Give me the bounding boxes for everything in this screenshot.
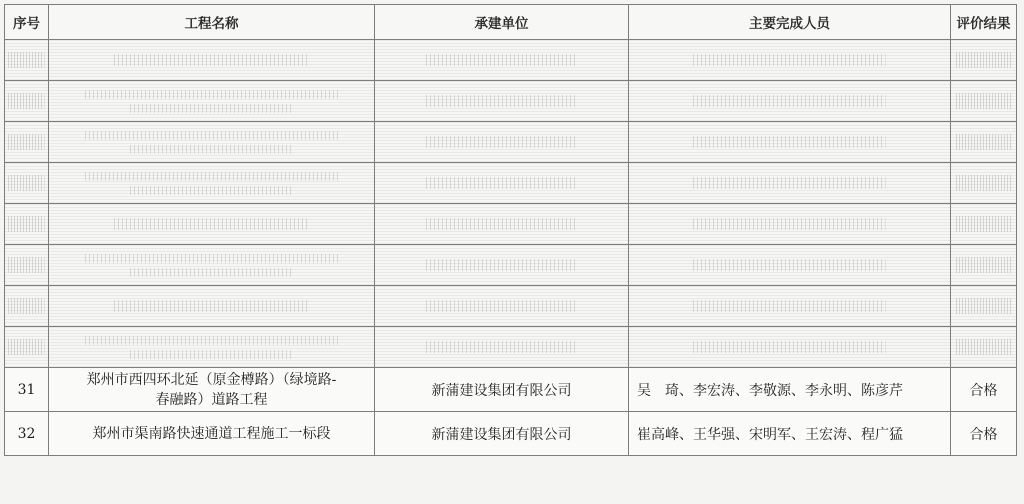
illegible-text [5, 122, 48, 162]
illegible-text [5, 163, 48, 203]
illegible-text [5, 286, 48, 326]
project-name: 郑州市渠南路快速通道工程施工一标段 [49, 412, 375, 456]
illegible-text [49, 163, 374, 203]
illegible-text [951, 204, 1016, 244]
project-name-line: 郑州市西四环北延（原金樽路）（绿境路- [86, 371, 337, 388]
illegible-text [629, 122, 950, 162]
illegible-text [375, 204, 628, 244]
illegible-text [951, 40, 1016, 80]
illegible-text [375, 327, 628, 367]
illegible-row [5, 40, 1017, 81]
illegible-text [951, 122, 1016, 162]
project-name-line: 春融路）道路工程 [155, 391, 268, 408]
illegible-text [49, 286, 374, 326]
illegible-row [5, 286, 1017, 327]
illegible-row [5, 81, 1017, 122]
illegible-text [951, 286, 1016, 326]
illegible-row [5, 163, 1017, 204]
illegible-text [951, 327, 1016, 367]
illegible-text [375, 163, 628, 203]
illegible-text [629, 327, 950, 367]
table-row [5, 412, 1017, 456]
illegible-text [5, 40, 48, 80]
illegible-row [5, 245, 1017, 286]
row-index: 31 [5, 368, 49, 412]
personnel: 吴 琦、李宏涛、李敬源、李永明、陈彦芹 [629, 368, 951, 412]
illegible-text [375, 286, 628, 326]
illegible-text [49, 245, 374, 285]
illegible-text [951, 245, 1016, 285]
personnel: 崔高峰、王华强、宋明军、王宏涛、程广猛 [629, 412, 951, 456]
illegible-row [5, 327, 1017, 368]
illegible-text [629, 245, 950, 285]
illegible-text [49, 122, 374, 162]
table-row [5, 368, 1017, 412]
illegible-text [5, 327, 48, 367]
illegible-text [951, 163, 1016, 203]
table-header-row [5, 5, 1017, 40]
illegible-text [629, 40, 950, 80]
illegible-text [5, 81, 48, 121]
illegible-row [5, 122, 1017, 163]
illegible-text [951, 81, 1016, 121]
project-name [49, 368, 375, 412]
row-index: 32 [5, 412, 49, 456]
contractor: 新蒲建设集团有限公司 [375, 412, 629, 456]
illegible-text [5, 245, 48, 285]
header-personnel: 主要完成人员 [629, 5, 951, 40]
project-evaluation-table [4, 4, 1017, 456]
illegible-text [49, 81, 374, 121]
illegible-text [375, 245, 628, 285]
header-contractor: 承建单位 [375, 5, 629, 40]
contractor: 新蒲建设集团有限公司 [375, 368, 629, 412]
illegible-text [375, 81, 628, 121]
illegible-text [629, 204, 950, 244]
illegible-text [49, 40, 374, 80]
illegible-row [5, 204, 1017, 245]
header-index: 序号 [5, 5, 49, 40]
header-project: 工程名称 [49, 5, 375, 40]
illegible-text [375, 40, 628, 80]
evaluation-result: 合格 [951, 412, 1017, 456]
header-result: 评价结果 [951, 5, 1017, 40]
illegible-text [629, 81, 950, 121]
evaluation-result: 合格 [951, 368, 1017, 412]
illegible-text [629, 163, 950, 203]
illegible-text [49, 327, 374, 367]
illegible-text [375, 122, 628, 162]
illegible-text [5, 204, 48, 244]
illegible-text [629, 286, 950, 326]
illegible-text [49, 204, 374, 244]
